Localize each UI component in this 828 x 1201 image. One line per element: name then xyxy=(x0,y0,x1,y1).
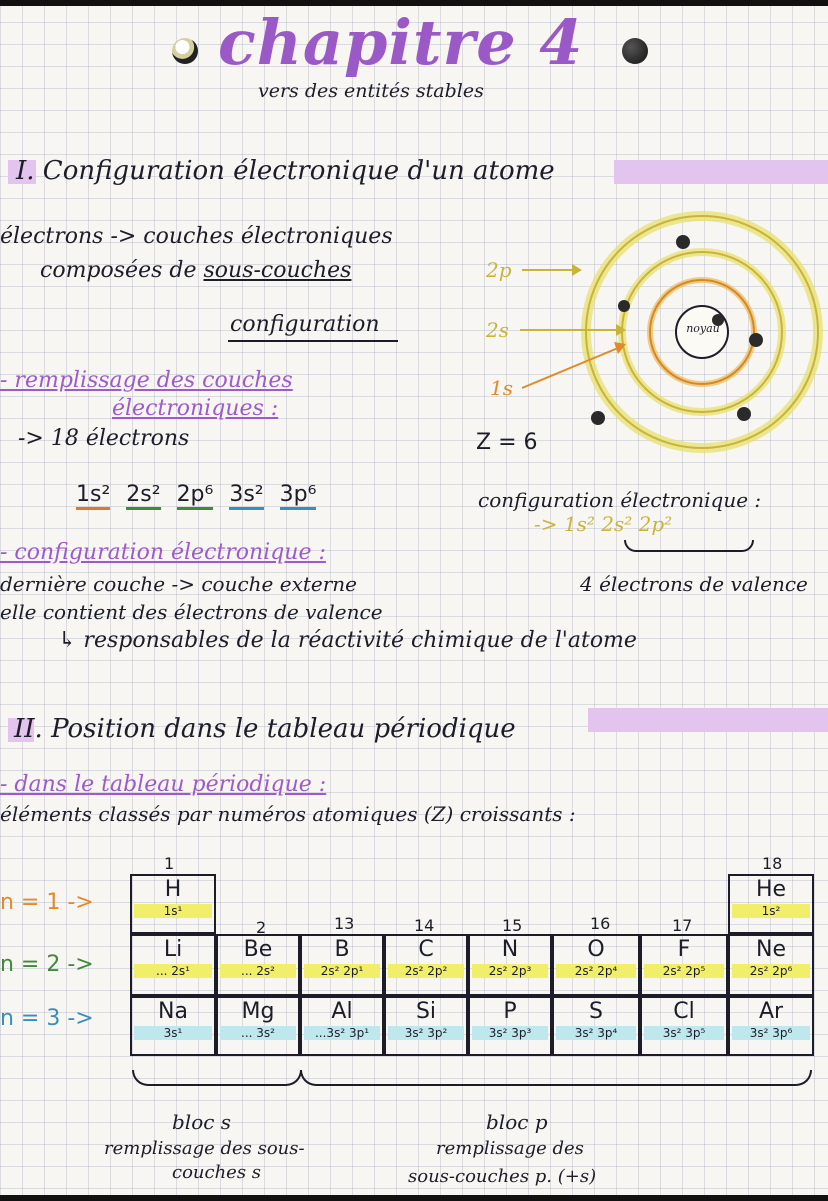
bloc-s-title: bloc s xyxy=(172,1110,232,1134)
col-16: 16 xyxy=(590,914,611,933)
section2-line: éléments classés par numéros atomiques (Z) croissants : xyxy=(0,802,576,826)
element-symbol: H xyxy=(164,877,182,902)
element-cell xyxy=(384,934,468,996)
fill-order xyxy=(76,482,316,510)
element-cell xyxy=(300,996,384,1056)
element-cell xyxy=(130,874,216,934)
element-symbol: B xyxy=(334,937,350,962)
element-symbol: O xyxy=(587,937,605,962)
col-15: 15 xyxy=(502,916,523,935)
element-symbol: C xyxy=(418,937,434,962)
electron-2 xyxy=(618,300,630,312)
element-config: ... 2s² xyxy=(220,964,296,978)
element-symbol: P xyxy=(503,999,517,1024)
sous-couches-term: sous-couches xyxy=(203,258,352,283)
element-config: ... 2s¹ xyxy=(134,964,212,978)
element-config: 3s² 3p² xyxy=(388,1026,464,1040)
element-cell xyxy=(130,996,216,1056)
element-symbol: Cl xyxy=(673,999,695,1024)
chapter-subtitle: vers des entités stables xyxy=(258,80,484,102)
config-heading: - configuration électronique : xyxy=(0,540,326,565)
contient-line: elle contient des électrons de valence xyxy=(0,600,383,624)
element-config: 3s² 3p⁴ xyxy=(556,1026,636,1040)
element-symbol: Be xyxy=(243,937,273,962)
element-config: 3s² 3p⁶ xyxy=(732,1026,810,1040)
element-cell xyxy=(216,934,300,996)
valence-count: 4 électrons de valence xyxy=(580,572,808,596)
element-symbol: Na xyxy=(158,999,188,1024)
bloc-p-title: bloc p xyxy=(486,1110,548,1134)
fill-1s: 1s² xyxy=(76,482,110,510)
element-cell xyxy=(640,934,728,996)
element-config: 2s² 2p⁶ xyxy=(732,964,810,978)
eighteen-electrons: -> 18 électrons xyxy=(18,426,190,451)
electron-5 xyxy=(591,411,605,425)
element-symbol: Ar xyxy=(758,999,784,1024)
electrons-line: électrons -> couches électroniques xyxy=(0,224,393,249)
bloc-p-line1: remplissage des xyxy=(436,1138,584,1159)
fill-2s: 2s² xyxy=(126,482,160,510)
element-symbol: Mg xyxy=(241,999,275,1024)
responsables-line: ↳ responsables de la réactivité chimique de l'atome xyxy=(58,628,637,653)
element-config: 3s² 3p⁵ xyxy=(644,1026,724,1040)
label-2s: 2s xyxy=(486,318,509,342)
element-cell xyxy=(552,934,640,996)
heading-highlight-right xyxy=(614,160,828,184)
element-cell xyxy=(552,996,640,1056)
col-18: 18 xyxy=(762,854,783,873)
element-config: 1s¹ xyxy=(134,904,212,918)
element-symbol: Al xyxy=(331,999,353,1024)
element-config: 2s² 2p¹ xyxy=(304,964,380,978)
brace-bloc-p xyxy=(300,1070,812,1086)
element-cell xyxy=(384,996,468,1056)
electron-1 xyxy=(676,235,690,249)
config-brace xyxy=(624,540,754,552)
bloc-s-line1: remplissage des sous- xyxy=(104,1138,305,1159)
row-label-2: n = 2 -> xyxy=(0,952,94,977)
fill-3s: 3s² xyxy=(229,482,263,510)
section2-heading: II. Position dans le tableau périodique xyxy=(14,714,516,744)
element-cell xyxy=(300,934,384,996)
element-cell xyxy=(130,934,216,996)
remplissage-heading-2: électroniques : xyxy=(112,396,279,421)
config-title: configuration électronique : xyxy=(478,488,762,512)
row-label-1: n = 1 -> xyxy=(0,890,94,915)
fill-3p: 3p⁶ xyxy=(280,482,317,510)
col-17: 17 xyxy=(672,916,693,935)
decorative-dot-right xyxy=(622,38,648,64)
element-config: 2s² 2p³ xyxy=(472,964,548,978)
configuration-underline xyxy=(228,340,398,342)
config-value: -> 1s² 2s² 2p² xyxy=(534,512,673,536)
element-config: 2s² 2p⁵ xyxy=(644,964,724,978)
element-symbol: F xyxy=(677,937,691,962)
element-cell xyxy=(728,874,814,934)
element-config: 2s² 2p⁴ xyxy=(556,964,636,978)
element-config: ...3s² 3p¹ xyxy=(304,1026,380,1040)
label-2p: 2p xyxy=(486,258,512,282)
element-cell xyxy=(728,934,814,996)
element-symbol: He xyxy=(755,877,787,902)
element-config: 3s¹ xyxy=(134,1026,212,1040)
element-symbol: Ne xyxy=(756,937,786,962)
electron-6 xyxy=(737,407,751,421)
decorative-dot-left xyxy=(172,38,198,64)
remplissage-heading: - remplissage des couches xyxy=(0,368,293,393)
col-2: 2 xyxy=(256,918,267,937)
element-cell xyxy=(640,996,728,1056)
element-config: 2s² 2p² xyxy=(388,964,464,978)
chapter-title: chapitre 4 xyxy=(218,6,584,79)
element-config: 3s² 3p³ xyxy=(472,1026,548,1040)
col-14: 14 xyxy=(414,916,435,935)
bloc-s-line2: couches s xyxy=(172,1162,262,1183)
element-symbol: S xyxy=(589,999,603,1024)
col-13: 13 xyxy=(334,914,355,933)
element-symbol: N xyxy=(501,937,519,962)
element-cell xyxy=(216,996,300,1056)
element-config: 1s² xyxy=(732,904,810,918)
derniere-couche: dernière couche -> couche externe xyxy=(0,572,358,596)
atomic-number: Z = 6 xyxy=(476,430,538,455)
label-1s: 1s xyxy=(490,376,513,400)
element-config: ... 3s² xyxy=(220,1026,296,1040)
element-cell xyxy=(728,996,814,1056)
composees-line xyxy=(40,258,351,283)
configuration-label: configuration xyxy=(230,312,380,337)
fill-2p: 2p⁶ xyxy=(177,482,214,510)
heading2-highlight-right xyxy=(588,708,828,732)
brace-bloc-s xyxy=(132,1070,302,1086)
element-cell xyxy=(468,934,552,996)
element-symbol: Li xyxy=(163,937,183,962)
col-1: 1 xyxy=(164,854,175,873)
row-label-3: n = 3 -> xyxy=(0,1006,94,1031)
bloc-p-line2: sous-couches p. (+s) xyxy=(408,1166,597,1187)
composees-prefix: composées de xyxy=(40,258,197,283)
section2-subheading: - dans le tableau périodique : xyxy=(0,772,327,797)
nucleus-label: noyau xyxy=(686,322,720,335)
element-symbol: Si xyxy=(415,999,437,1024)
section1-heading: I. Configuration électronique d'un atome xyxy=(16,156,555,186)
electron-4 xyxy=(749,333,763,347)
element-cell xyxy=(468,996,552,1056)
